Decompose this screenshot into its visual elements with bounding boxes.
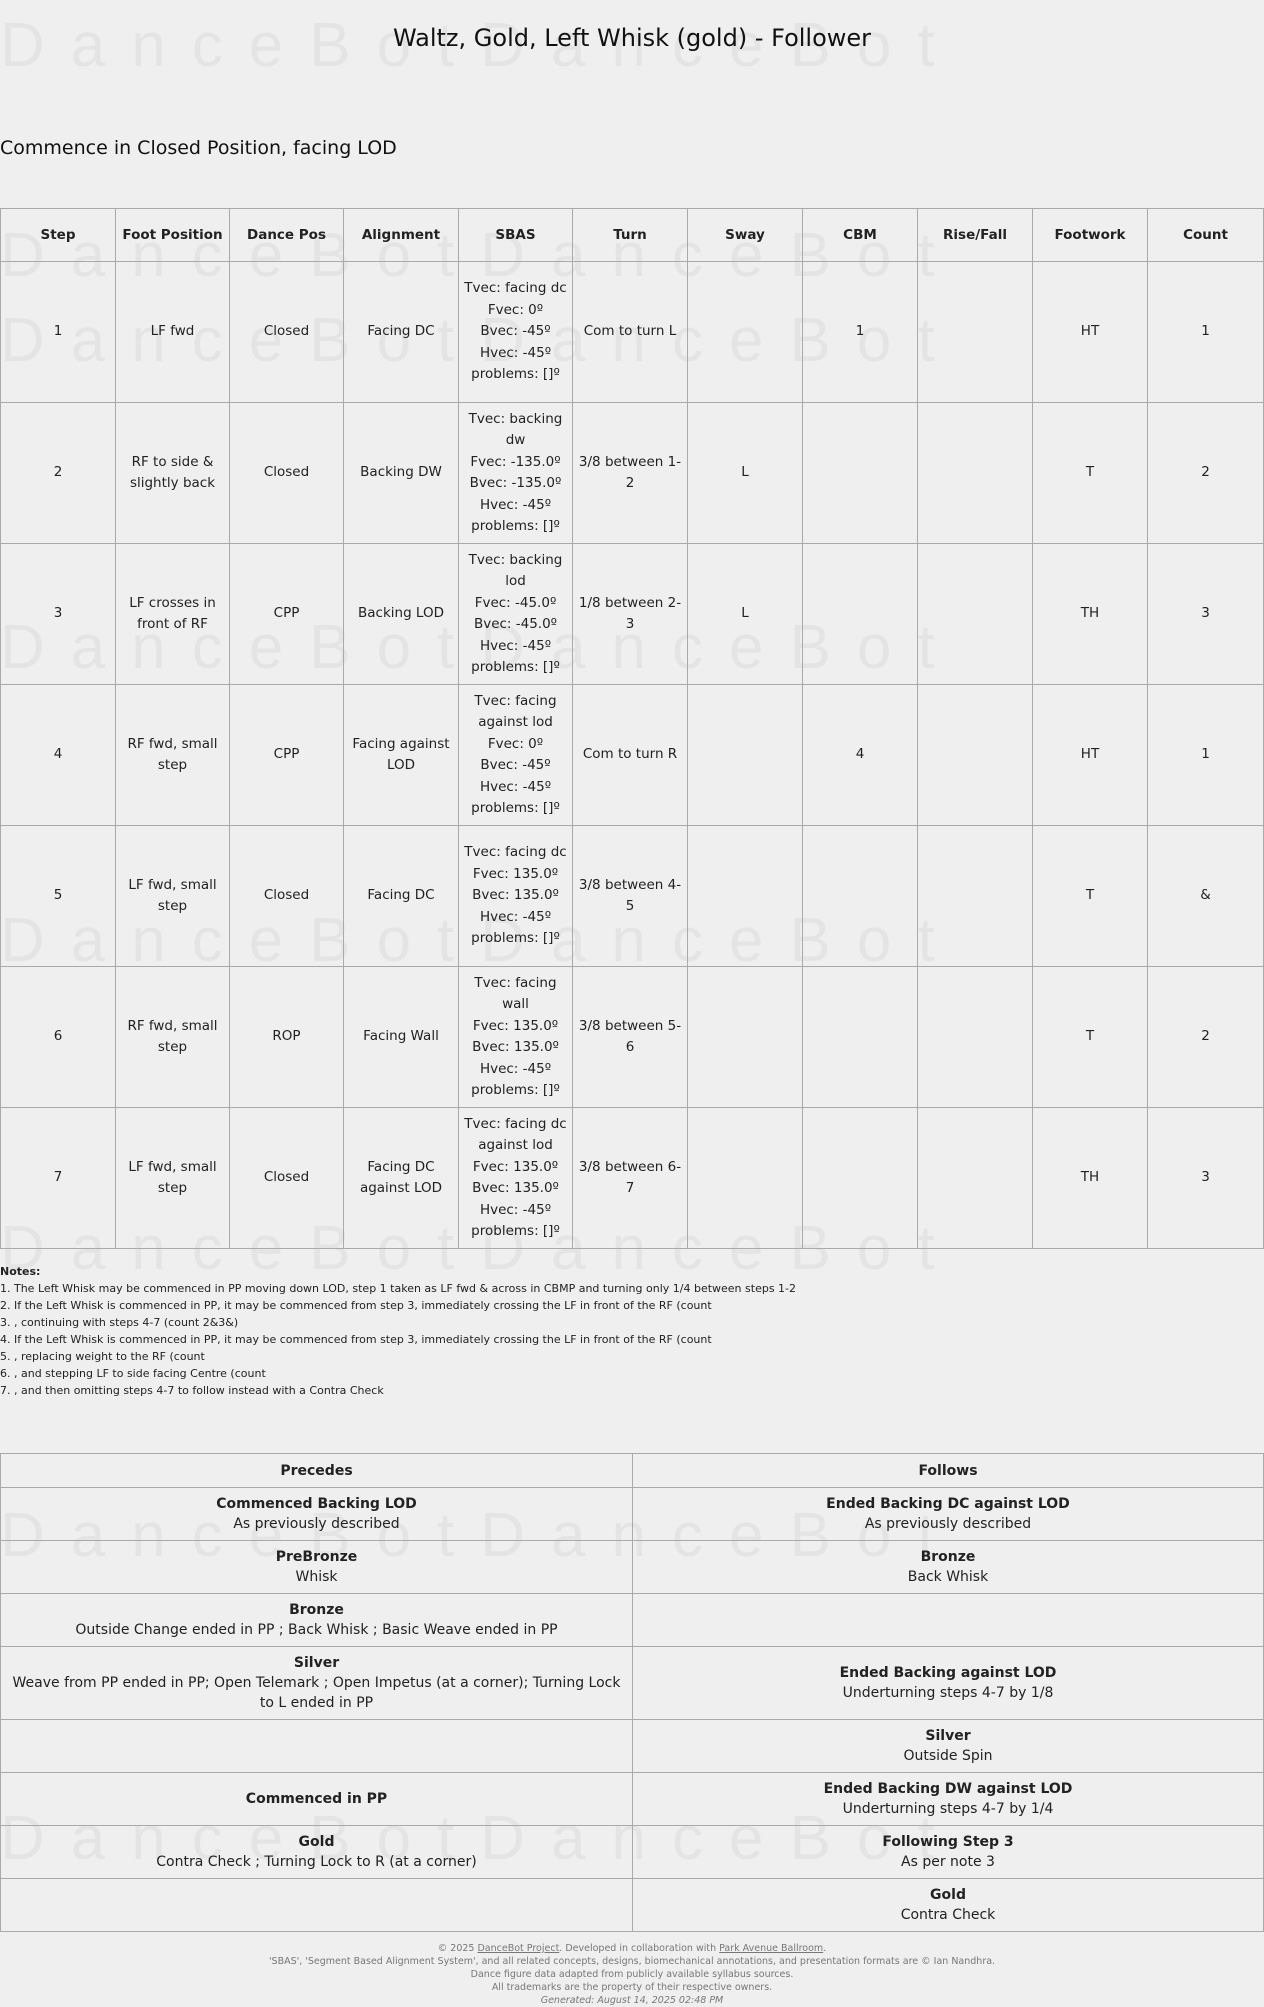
footer <box>0 1942 1264 2007</box>
sbas-line: Fvec: -135.0º <box>470 453 561 470</box>
relations-row <box>1 1826 1264 1879</box>
rise-fall-cell <box>918 1108 1033 1249</box>
trademark-note: All trademarks are the property of their respective owners. <box>491 1982 773 1993</box>
note-line: 3. , continuing with steps 4-7 (count 2&3&) <box>0 1316 239 1329</box>
precedes-level: Commenced in PP <box>245 1791 388 1807</box>
note-line: 4. If the Left Whisk is commenced in PP, it may be commenced from step 3, immediately crossing the LF in front of the RF (count <box>0 1333 712 1346</box>
sbas-line: problems: []º <box>471 659 560 675</box>
table-row <box>1 826 1264 967</box>
sbas-line: Hvec: -45º <box>479 778 552 795</box>
footwork-cell: TH <box>1033 1108 1148 1249</box>
relations-table <box>0 1453 1264 1932</box>
sbas-line: Fvec: 0º <box>487 735 544 752</box>
sbas-line: Hvec: -45º <box>479 496 552 513</box>
column-header: CBM <box>803 209 918 262</box>
follows-cell <box>633 1488 1264 1541</box>
sbas-line: Fvec: 135.0º <box>472 1158 559 1175</box>
sbas-line: Bvec: -45º <box>480 757 551 773</box>
step-cell: 5 <box>1 826 116 967</box>
turn-cell: 3/8 between 1-2 <box>573 403 688 544</box>
rise-fall-cell <box>918 262 1033 403</box>
sbas-line: Bvec: 135.0º <box>472 887 559 904</box>
follows-cell <box>633 1773 1264 1826</box>
step-cell: 7 <box>1 1108 116 1249</box>
sbas-cell <box>459 826 573 967</box>
sbas-line: Fvec: 135.0º <box>472 1017 559 1034</box>
sbas-line: Fvec: -45.0º <box>474 594 557 611</box>
table-row <box>1 544 1264 685</box>
column-header: Alignment <box>344 209 459 262</box>
footwork-cell: TH <box>1033 544 1148 685</box>
precedes-cell <box>1 1647 633 1720</box>
foot-position-cell: LF fwd, small step <box>116 826 230 967</box>
alignment-cell: Facing against LOD <box>344 685 459 826</box>
precedes-level: Gold <box>298 1834 335 1850</box>
note-line: 1. The Left Whisk may be commenced in PP moving down LOD, step 1 taken as LF fwd & across in CBMP and turning only 1/4 between steps 1-2 <box>0 1282 797 1295</box>
foot-position-cell: RF fwd, small step <box>116 685 230 826</box>
turn-cell: 1/8 between 2-3 <box>573 544 688 685</box>
relations-row <box>1 1720 1264 1773</box>
follows-figures: Outside Spin <box>903 1748 993 1764</box>
follows-level: Ended Backing DW against LOD <box>823 1781 1073 1797</box>
dance-pos-cell: CPP <box>230 685 344 826</box>
precedes-figures: Weave from PP ended in PP; Open Telemark ; Open Impetus (at a corner); Turning Lock to L ended in PP <box>12 1675 621 1711</box>
table-row <box>1 685 1264 826</box>
collab-text: . Developed in collaboration with <box>559 1943 720 1954</box>
relations-row <box>1 1594 1264 1647</box>
relations-row <box>1 1541 1264 1594</box>
dancebot-project-link[interactable]: DanceBot Project <box>477 1943 560 1954</box>
column-header: Turn <box>573 209 688 262</box>
precedes-figures: Outside Change ended in PP ; Back Whisk ; Basic Weave ended in PP <box>75 1622 558 1638</box>
turn-cell: 3/8 between 4-5 <box>573 826 688 967</box>
sbas-copyright: 'SBAS', 'Segment Based Alignment System', and all related concepts, designs, biomechanical annotations, and presentation formats are © Ian Nandhra. <box>268 1956 996 1967</box>
sbas-line: Tvec: facing dc <box>464 844 567 861</box>
precedes-figures: Whisk <box>295 1569 338 1585</box>
count-cell: 1 <box>1148 262 1264 403</box>
subtitle: Commence in Closed Position, facing LOD <box>0 137 397 159</box>
sbas-line: Tvec: facing against lod <box>474 692 557 730</box>
sbas-line: Bvec: -135.0º <box>469 475 562 491</box>
precedes-level: Bronze <box>289 1602 344 1618</box>
precedes-figures: Contra Check ; Turning Lock to R (at a corner) <box>156 1854 477 1870</box>
page-title: Waltz, Gold, Left Whisk (gold) - Follower <box>392 24 872 52</box>
alignment-cell: Facing DC <box>344 262 459 403</box>
sbas-line: Tvec: facing dc against lod <box>464 1115 567 1153</box>
sbas-cell <box>459 967 573 1108</box>
sbas-line: Bvec: 135.0º <box>472 1180 559 1196</box>
dance-pos-cell: Closed <box>230 403 344 544</box>
sway-cell <box>688 685 803 826</box>
column-header: SBAS <box>459 209 573 262</box>
sbas-line: Hvec: -45º <box>479 908 552 925</box>
column-header: Foot Position <box>116 209 230 262</box>
step-cell: 4 <box>1 685 116 826</box>
footwork-cell: T <box>1033 826 1148 967</box>
follows-cell <box>633 1826 1264 1879</box>
count-cell: 2 <box>1148 403 1264 544</box>
sbas-line: problems: []º <box>471 800 560 816</box>
note-line: 2. If the Left Whisk is commenced in PP, it may be commenced from step 3, immediately crossing the LF in front of the RF (count <box>0 1299 712 1312</box>
cbm-cell <box>803 403 918 544</box>
follows-level: Gold <box>930 1887 966 1903</box>
follows-level: Ended Backing DC against LOD <box>826 1496 1070 1512</box>
precedes-cell <box>1 1541 633 1594</box>
precedes-header: Precedes <box>1 1454 633 1488</box>
sway-cell <box>688 262 803 403</box>
step-cell: 2 <box>1 403 116 544</box>
follows-level: Ended Backing against LOD <box>839 1665 1057 1681</box>
column-header: Step <box>1 209 116 262</box>
cbm-cell: 4 <box>803 685 918 826</box>
rise-fall-cell <box>918 826 1033 967</box>
table-header-row <box>1 209 1264 262</box>
steps-table <box>0 208 1264 1249</box>
sbas-line: problems: []º <box>471 930 560 947</box>
step-cell: 3 <box>1 544 116 685</box>
sbas-line: Bvec: -45º <box>480 323 551 340</box>
period-text: . <box>823 1943 827 1954</box>
dance-pos-cell: Closed <box>230 1108 344 1249</box>
foot-position-cell: RF to side & slightly back <box>116 403 230 544</box>
column-header: Footwork <box>1033 209 1148 262</box>
notes-heading: Notes: <box>0 1265 41 1278</box>
sbas-line: Hvec: -45º <box>479 637 552 654</box>
relations-row <box>1 1647 1264 1720</box>
precedes-level: Commenced Backing LOD <box>216 1496 417 1512</box>
footwork-cell: T <box>1033 403 1148 544</box>
dance-pos-cell: CPP <box>230 544 344 685</box>
alignment-cell: Facing DC against LOD <box>344 1108 459 1249</box>
note-line: 5. , replacing weight to the RF (count <box>0 1350 205 1363</box>
step-cell: 6 <box>1 967 116 1108</box>
precedes-cell <box>1 1773 633 1826</box>
precedes-figures: As previously described <box>233 1516 400 1532</box>
follows-level: Following Step 3 <box>882 1834 1014 1850</box>
sbas-line: Bvec: -45.0º <box>473 616 558 632</box>
dance-pos-cell: Closed <box>230 262 344 403</box>
follows-level: Bronze <box>920 1549 976 1565</box>
relations-row <box>1 1879 1264 1932</box>
notes <box>0 1263 1264 1399</box>
precedes-cell <box>1 1879 633 1932</box>
follows-cell <box>633 1647 1264 1720</box>
precedes-cell <box>1 1594 633 1647</box>
follows-figures: As previously described <box>864 1516 1032 1532</box>
follows-figures: Contra Check <box>900 1907 996 1923</box>
follows-header: Follows <box>633 1454 1264 1488</box>
sbas-line: Bvec: 135.0º <box>472 1039 559 1055</box>
sway-cell: L <box>688 403 803 544</box>
rise-fall-cell <box>918 685 1033 826</box>
step-cell: 1 <box>1 262 116 403</box>
precedes-level: PreBronze <box>275 1549 358 1565</box>
sbas-line: Hvec: -45º <box>479 1201 552 1218</box>
cbm-cell <box>803 544 918 685</box>
note-line: 7. , and then omitting steps 4-7 to follow instead with a Contra Check <box>0 1384 384 1397</box>
alignment-cell: Backing DW <box>344 403 459 544</box>
foot-position-cell: LF fwd <box>116 262 230 403</box>
follows-level: Silver <box>925 1728 971 1744</box>
alignment-cell: Facing Wall <box>344 967 459 1108</box>
column-header: Rise/Fall <box>918 209 1033 262</box>
rise-fall-cell <box>918 967 1033 1108</box>
turn-cell: Com to turn L <box>573 262 688 403</box>
follows-figures: Underturning steps 4-7 by 1/4 <box>842 1801 1054 1817</box>
cbm-cell: 1 <box>803 262 918 403</box>
count-cell: 3 <box>1148 544 1264 685</box>
column-header: Sway <box>688 209 803 262</box>
relations-row <box>1 1773 1264 1826</box>
precedes-cell <box>1 1826 633 1879</box>
sbas-line: Tvec: backing dw <box>468 410 563 448</box>
follows-figures: As per note 3 <box>901 1854 995 1870</box>
turn-cell: Com to turn R <box>573 685 688 826</box>
sway-cell: L <box>688 544 803 685</box>
cbm-cell <box>803 1108 918 1249</box>
cbm-cell <box>803 967 918 1108</box>
relations-header-row <box>1 1454 1264 1488</box>
follows-cell <box>633 1541 1264 1594</box>
sbas-cell <box>459 544 573 685</box>
count-cell: 3 <box>1148 1108 1264 1249</box>
sbas-line: Fvec: 135.0º <box>472 865 559 882</box>
follows-cell <box>633 1879 1264 1932</box>
sbas-cell <box>459 685 573 826</box>
precedes-cell <box>1 1720 633 1773</box>
sbas-line: Fvec: 0º <box>487 301 544 318</box>
park-avenue-ballroom-link[interactable]: Park Avenue Ballroom <box>719 1943 824 1954</box>
precedes-level: Silver <box>293 1655 340 1671</box>
sbas-cell <box>459 262 573 403</box>
footwork-cell: HT <box>1033 262 1148 403</box>
copyright-text: © 2025 <box>437 1943 478 1954</box>
sway-cell <box>688 967 803 1108</box>
foot-position-cell: LF fwd, small step <box>116 1108 230 1249</box>
table-row <box>1 262 1264 403</box>
dance-pos-cell: Closed <box>230 826 344 967</box>
generated-timestamp: Generated: August 14, 2025 02:48 PM <box>540 1995 724 2006</box>
follows-figures: Underturning steps 4-7 by 1/8 <box>842 1685 1054 1701</box>
foot-position-cell: RF fwd, small step <box>116 967 230 1108</box>
sbas-line: problems: []º <box>471 1223 560 1239</box>
table-row <box>1 403 1264 544</box>
sbas-line: Tvec: facing wall <box>474 974 557 1012</box>
column-header: Dance Pos <box>230 209 344 262</box>
column-header: Count <box>1148 209 1264 262</box>
cbm-cell <box>803 826 918 967</box>
sway-cell <box>688 826 803 967</box>
table-row <box>1 1108 1264 1249</box>
sbas-line: problems: []º <box>471 366 560 383</box>
sbas-line: problems: []º <box>471 518 560 534</box>
sbas-line: Hvec: -45º <box>479 344 552 361</box>
rise-fall-cell <box>918 544 1033 685</box>
relations-row <box>1 1488 1264 1541</box>
turn-cell: 3/8 between 5-6 <box>573 967 688 1108</box>
note-line: 6. , and stepping LF to side facing Centre (count <box>0 1367 266 1380</box>
footwork-cell: HT <box>1033 685 1148 826</box>
sbas-cell <box>459 1108 573 1249</box>
count-cell: & <box>1148 826 1264 967</box>
table-row <box>1 967 1264 1108</box>
sbas-cell <box>459 403 573 544</box>
count-cell: 1 <box>1148 685 1264 826</box>
turn-cell: 3/8 between 6-7 <box>573 1108 688 1249</box>
follows-figures: Back Whisk <box>907 1569 989 1585</box>
sbas-line: Hvec: -45º <box>479 1060 552 1077</box>
sbas-line: Tvec: facing dc <box>464 280 567 297</box>
foot-position-cell: LF crosses in front of RF <box>116 544 230 685</box>
alignment-cell: Facing DC <box>344 826 459 967</box>
sway-cell <box>688 1108 803 1249</box>
dance-pos-cell: ROP <box>230 967 344 1108</box>
count-cell: 2 <box>1148 967 1264 1108</box>
sbas-line: problems: []º <box>471 1082 560 1098</box>
rise-fall-cell <box>918 403 1033 544</box>
precedes-cell <box>1 1488 633 1541</box>
follows-cell <box>633 1720 1264 1773</box>
footwork-cell: T <box>1033 967 1148 1108</box>
follows-cell <box>633 1594 1264 1647</box>
alignment-cell: Backing LOD <box>344 544 459 685</box>
source-note: Dance figure data adapted from publicly available syllabus sources. <box>470 1969 794 1980</box>
sbas-line: Tvec: backing lod <box>468 551 563 589</box>
copyright-line <box>0 1942 1264 1955</box>
